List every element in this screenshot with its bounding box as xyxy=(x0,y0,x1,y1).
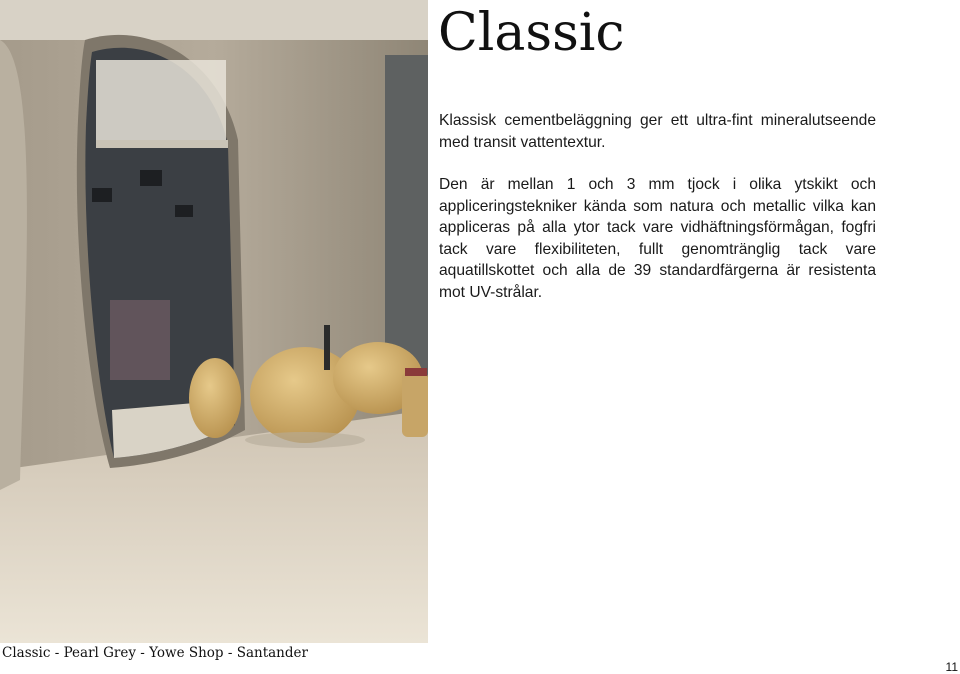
page-title: Classic xyxy=(438,3,625,63)
page-number: 11 xyxy=(945,660,958,674)
interior-photo xyxy=(0,0,428,643)
description-paragraph: Den är mellan 1 och 3 mm tjock i olika ytskikt och appliceringstekniker kända som natura och metallic vilka kan appliceras på alla ytor tack vare vidhäftningsförmågan, fogfri tack vare flexibiliteten, fullt genomtränglig tack vare aquatillskottet och alla de 39 standardfärgerna är resistenta mot UV-strålar. xyxy=(439,176,876,301)
photo-caption: Classic - Pearl Grey - Yowe Shop - Santander xyxy=(2,645,308,661)
intro-paragraph: Klassisk cementbeläggning ger ett ultra-fint mineralutseende med transit vattentextur. xyxy=(439,112,876,151)
photo-illustration xyxy=(0,0,428,643)
